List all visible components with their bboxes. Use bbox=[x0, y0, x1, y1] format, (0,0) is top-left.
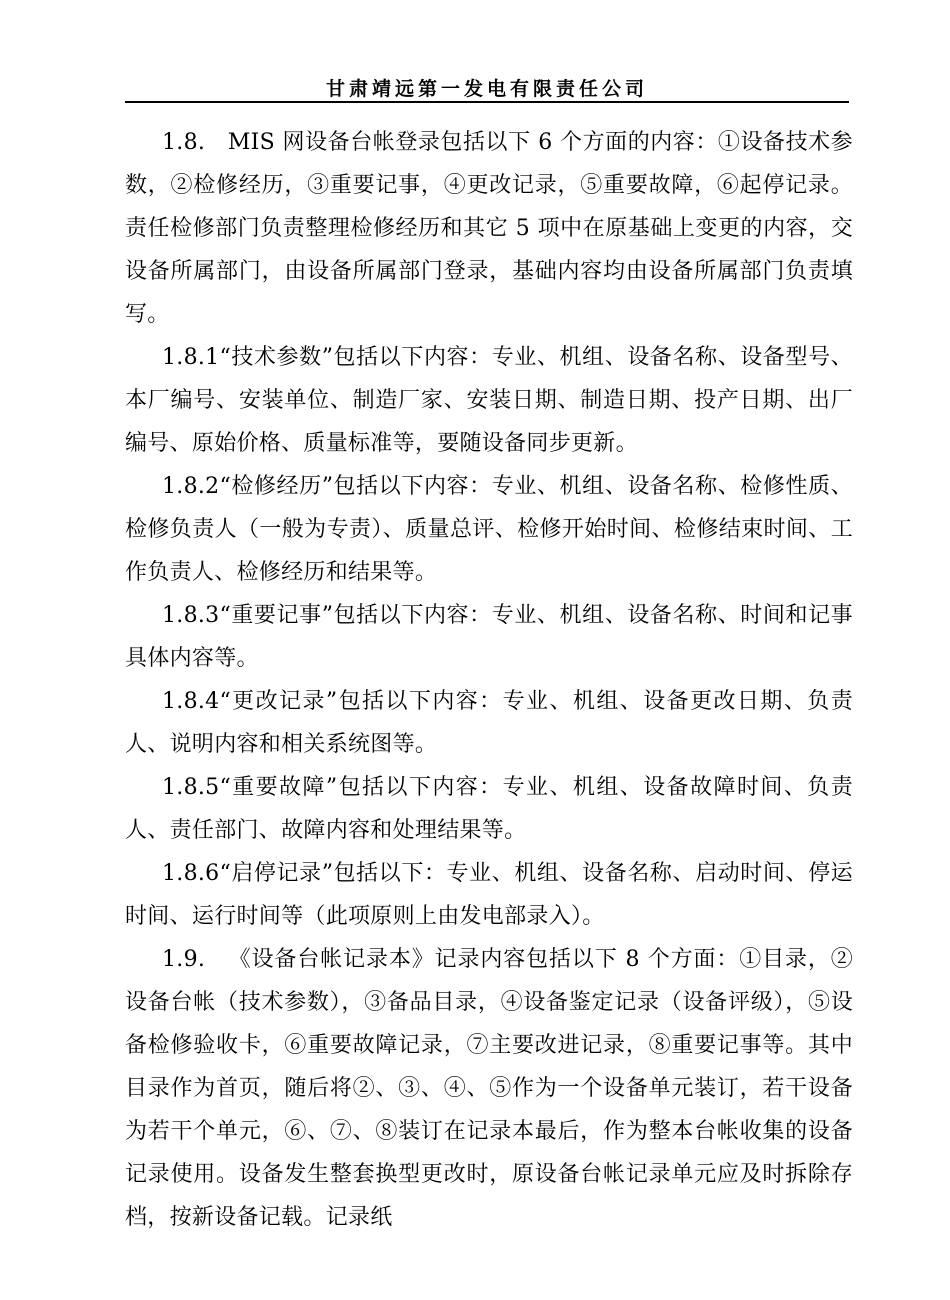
header-rule bbox=[125, 101, 849, 103]
paragraph-1-9: 1.9. 《设备台帐记录本》记录内容包括以下 8 个方面：①目录，②设备台帐（技术参数），③备品目录，④设备鉴定记录（设备评级），⑤设备检修验收卡，⑥重要故障记录，⑦主要改进记录，⑧重要记事等。其中目录作为首页，随后将②、③、④、⑤作为一个设备单元装订，若干设备为若干个单元，⑥、⑦、⑧装订在记录本最后，作为整本台帐收集的设备记录使用。设备发生整套换型更改时，原设备台帐记录单元应及时拆除存档，按新设备记载。记录纸 bbox=[125, 947, 853, 1230]
paragraph-1-8-4: 1.8.4“更改记录”包括以下内容：专业、机组、设备更改日期、负责人、说明内容和相关系统图等。 bbox=[125, 689, 853, 757]
paragraph-1-8: 1.8. MIS 网设备台帐登录包括以下 6 个方面的内容：①设备技术参数，②检修经历，③重要记事，④更改记录，⑤重要故障，⑥起停记录。责任检修部门负责整理检修经历和其它 5 项中在原基础上变更的内容，交设备所属部门，由设备所属部门登录，基础内容均由设备所属部门负责填写。 bbox=[125, 130, 853, 327]
paragraph-1-8-6: 1.8.6“启停记录”包括以下：专业、机组、设备名称、启动时间、停运时间、运行时间等（此项原则上由发电部录入）。 bbox=[125, 861, 853, 929]
paragraph-1-8-1: 1.8.1“技术参数”包括以下内容：专业、机组、设备名称、设备型号、本厂编号、安装单位、制造厂家、安装日期、制造日期、投产日期、出厂编号、原始价格、质量标准等，要随设备同步更新。 bbox=[125, 345, 853, 456]
paragraph-1-8-2: 1.8.2“检修经历”包括以下内容：专业、机组、设备名称、检修性质、检修负责人（一般为专责）、质量总评、检修开始时间、检修结束时间、工作负责人、检修经历和结果等。 bbox=[125, 474, 853, 585]
document-body bbox=[125, 121, 853, 1239]
page-header: 甘肃靖远第一发电有限责任公司 bbox=[325, 78, 648, 100]
paragraph-1-8-3: 1.8.3“重要记事”包括以下内容：专业、机组、设备名称、时间和记事具体内容等。 bbox=[125, 603, 853, 671]
paragraph-1-8-5: 1.8.5“重要故障”包括以下内容：专业、机组、设备故障时间、负责人、责任部门、故障内容和处理结果等。 bbox=[125, 775, 853, 843]
